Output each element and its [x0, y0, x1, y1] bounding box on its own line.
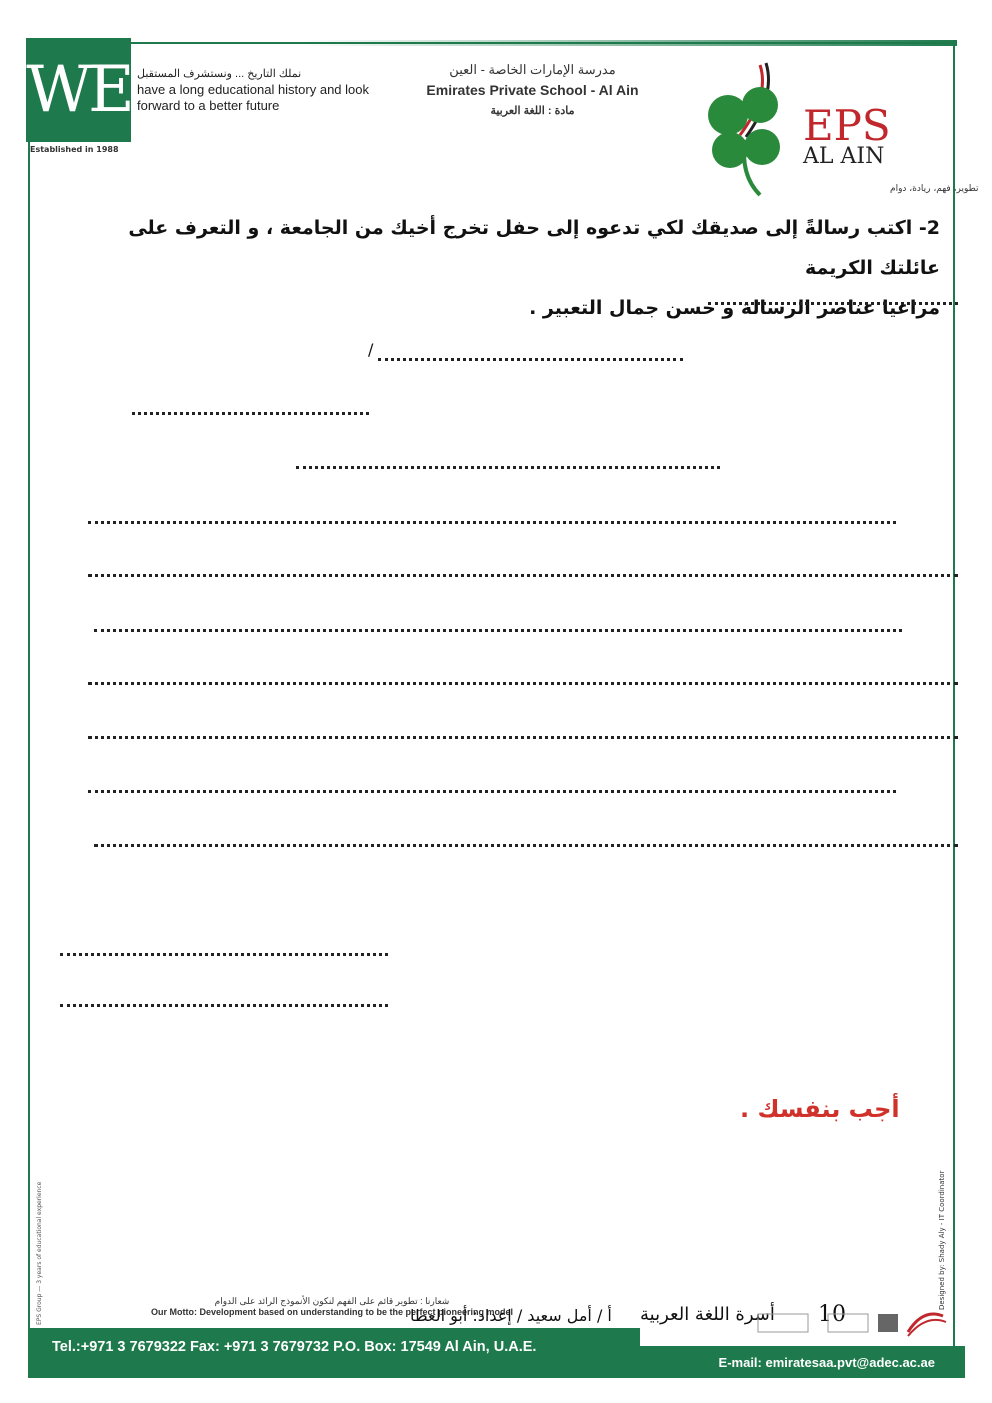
- contact-bar: [28, 1328, 640, 1366]
- eps-clover-logo: [700, 55, 979, 200]
- eps-city: AL AIN: [803, 144, 885, 169]
- subject-label: مادة : اللغة العربية: [490, 105, 575, 117]
- we-logo: WE: [26, 38, 131, 142]
- page-number: 10: [818, 1302, 846, 1327]
- footer-strip: [28, 1366, 640, 1378]
- date-slash: /: [368, 340, 374, 359]
- school-name-arabic: مدرسة الإمارات الخاصة - العين: [449, 62, 616, 77]
- question-line-2: مراعيا عناصر الرسالة و حسن جمال التعبير .: [529, 297, 940, 319]
- motto-english: have a long educational history and look forward to a better future: [137, 82, 369, 113]
- side-credit-left: EPS Group — 3 years of educational experience: [36, 1181, 43, 1325]
- signature-line: [60, 953, 388, 956]
- header-motto: [137, 66, 387, 114]
- answer-line: [88, 790, 896, 793]
- answer-line: [88, 574, 958, 577]
- school-name-block: [400, 62, 665, 117]
- school-name-english: Emirates Private School - Al Ain: [426, 82, 639, 98]
- eps-tagline: تطوير، فهم، ريادة، دوام: [890, 184, 979, 194]
- email-address: E-mail: emiratesaa.pvt@adec.ac.ae: [718, 1354, 935, 1370]
- teacher-name: أ / أمل سعيد / إعداد: أبو العطا: [410, 1306, 612, 1325]
- answer-line: [88, 682, 958, 685]
- answer-line: [94, 629, 902, 632]
- question-line-1: 2- اكتب رسالةً إلى صديقك لكي تدعوه إلى حفل تخرج أخيك من الجامعة ، و التعرف على عائلتك الكريمة: [128, 217, 940, 279]
- answer-line: [88, 521, 896, 524]
- footer-motto-english: Our Motto: Development based on understanding to be the perfect pioneering model: [150, 1307, 514, 1317]
- motto-arabic: نملك التاريخ ... ونستشرف المستقبل: [137, 68, 302, 80]
- opening-line: [296, 466, 720, 469]
- contact-info: Tel.:+971 3 7679322 Fax: +971 3 7679732 P.O. Box: 17549 Al Ain, U.A.E.: [52, 1339, 537, 1355]
- answer-line: [708, 302, 958, 305]
- signature-line: [60, 1004, 388, 1007]
- eps-letters: EPS: [803, 101, 891, 150]
- partner-logos: [758, 1308, 948, 1338]
- footer-motto-arabic: شعارنا : تطوير قائم على الفهم لنكون الأنموذج الرائد على الدوام: [214, 1296, 450, 1306]
- question-text: [120, 208, 940, 328]
- answer-yourself-note: أجب بنفسك .: [740, 1095, 900, 1123]
- side-credit-right: Designed by: Shady Aly - IT Coordinator: [938, 1170, 946, 1310]
- email-bar: [640, 1346, 965, 1378]
- answer-line: [88, 736, 958, 739]
- department-name: أسرة اللغة العربية: [640, 1304, 775, 1325]
- greeting-line: [132, 412, 369, 415]
- date-line: [378, 358, 683, 361]
- answer-line: [94, 844, 958, 847]
- established-label: Established in 1988: [30, 145, 119, 154]
